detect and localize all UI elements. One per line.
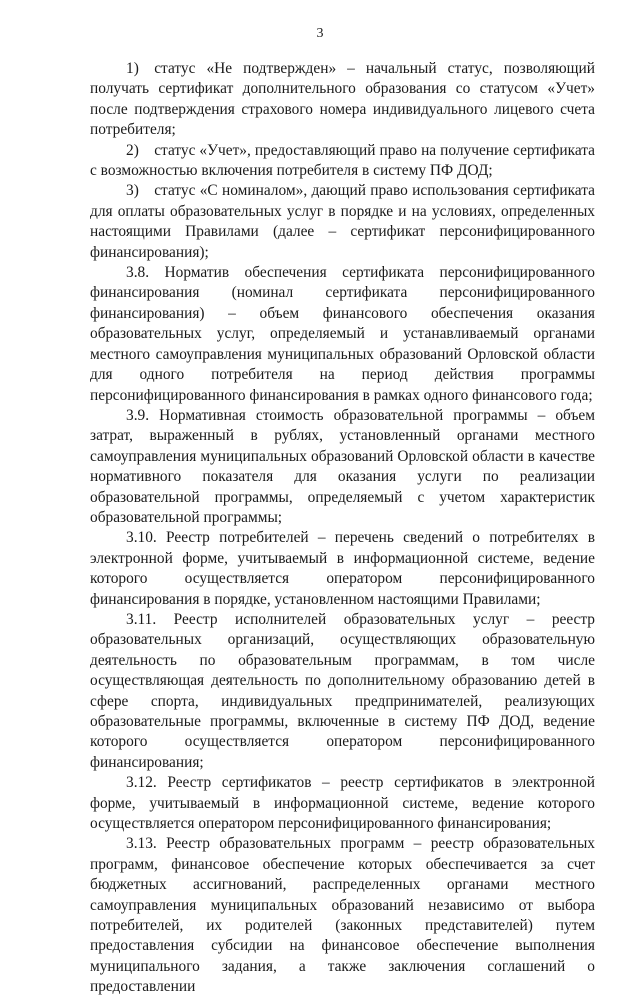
paragraph-3-8: 3.8. Норматив обеспечения сертификата персонифицированного финансирования (номинал сертификата персонифицированного финансирования) – объем финансового обеспечения оказания образовательных услуг, определяемый и устанавливаемый органами местного самоуправления муниципальных образований Орловской области для одного потребителя на период действия программы персонифицированного финансирования в рамках одного финансового года; <box>90 264 595 404</box>
paragraph-status-accounting: 2) статус «Учет», предоставляющий право на получение сертификата с возможностью включения потребителя в систему ПФ ДОД; <box>90 141 595 180</box>
paragraph-status-not-confirmed: 1) статус «Не подтвержден» – начальный статус, позволяющий получать сертификат дополнительного образования со статусом «Учет» после подтверждения страхового номера индивидуального лицевого счета потребителя; <box>90 60 595 139</box>
paragraph-3-10: 3.10. Реестр потребителей – перечень сведений о потребителях в электронной форме, учитываемый в информационной системе, ведение которого осуществляется оператором персонифицированного финансирования в порядке, установленном настоящими Правилами; <box>90 529 595 608</box>
paragraph-3-9: 3.9. Нормативная стоимость образовательной программы – объем затрат, выраженный в рублях, установленный органами местного самоуправления муниципальных образований Орловской области в качестве нормативного показателя для оказания услуги по реализации образовательной программы, определяемый с учетом характеристик образовательной программы; <box>90 406 595 526</box>
paragraph-3-11: 3.11. Реестр исполнителей образовательных услуг – реестр образовательных организаций, осуществляющих образовательную деятельность по образовательным программам, в том числе осуществляющая деятельность по дополнительному образованию детей в сфере спорта, индивидуальных предпринимателей, реализующих образовательные программы, включенные в систему ПФ ДОД, ведение которого осуществляется оператором персонифицированного финансирования; <box>90 610 595 771</box>
document-body <box>90 59 595 998</box>
page-number: 3 <box>316 26 324 41</box>
paragraph-3-13: 3.13. Реестр образовательных программ – реестр образовательных программ, финансовое обеспечение которых обеспечивается за счет бюджетных ассигнований, распределенных органами местного самоуправления муниципальных образований независимо от выбора потребителей, их родителей (законных представителей) путем предоставления субсидии на финансовое обеспечение выполнения муниципального задания, а также заключения соглашений о предоставлении <box>90 835 595 996</box>
paragraph-status-with-nominal: 3) статус «С номиналом», дающий право использования сертификата для оплаты образовательных услуг в порядке и на условиях, определенных настоящими Правилами (далее – сертификат персонифицированного финансирования); <box>90 182 595 261</box>
paragraph-3-12: 3.12. Реестр сертификатов – реестр сертификатов в электронной форме, учитываемый в информационной системе, ведение которого осуществляется оператором персонифицированного финансирования; <box>90 774 595 833</box>
